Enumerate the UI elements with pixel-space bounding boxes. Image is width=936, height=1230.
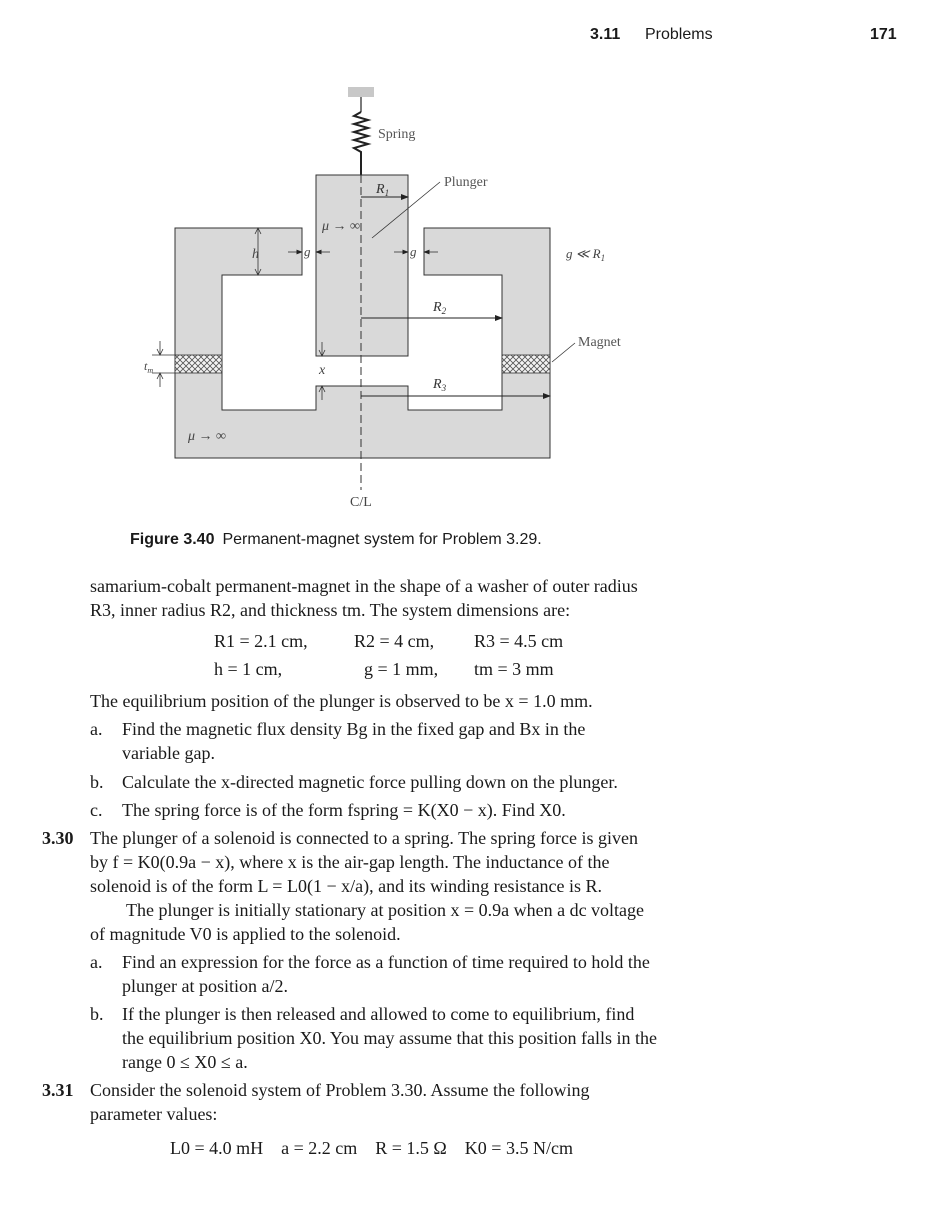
p330-line-4: The plunger is initially stationary at position x = 0.9a when a dc voltage — [126, 900, 645, 920]
part-a-line-1: Find the magnetic flux density Bg in the fixed gap and Bx in the — [122, 719, 586, 739]
eq-r1: R1 = 2.1 cm, — [214, 631, 308, 651]
spring-label: Spring — [378, 127, 416, 142]
r3-label: $R_3$ — [433, 377, 447, 393]
p330-line-2: by f = K0(0.9a − x), where x is the air-gap length. The inductance of the — [90, 852, 610, 872]
part-a-line-2: variable gap. — [122, 743, 215, 763]
page-number: 171 — [870, 26, 897, 43]
magnet-label: Magnet — [578, 335, 621, 350]
eq-g: g = 1 mm, — [364, 659, 439, 679]
r1-label: $R_1$ — [376, 182, 390, 198]
p331-line-2: parameter values: — [90, 1104, 218, 1124]
problem-3-30-number: 3.30 — [42, 828, 74, 848]
eq-h: h = 1 cm, — [214, 659, 283, 679]
mu-top-label: μ → ∞ — [322, 219, 361, 234]
p331-line-1: Consider the solenoid system of Problem 3.30. Assume the following — [90, 1080, 590, 1100]
figure-number: Figure 3.40 — [130, 531, 215, 548]
p330-a-line-1: Find an expression for the force as a function of time required to hold the — [122, 952, 650, 972]
eq-r3: R3 = 4.5 cm — [474, 631, 564, 651]
x-label: x — [319, 363, 326, 378]
tm-label: $t_m$ — [144, 359, 154, 375]
centerline-label: C/L — [350, 495, 372, 510]
mu-bottom-label: μ → ∞ — [188, 429, 227, 444]
intro-line-1: samarium-cobalt permanent-magnet in the shape of a washer of outer radius — [90, 576, 638, 596]
g-right-label: g — [410, 244, 417, 259]
h-label: h — [252, 247, 259, 262]
intro-line-2: R3, inner radius R2, and thickness tm. The system dimensions are: — [90, 600, 571, 620]
problem-3-31-number: 3.31 — [42, 1080, 74, 1100]
part-b-label: b. — [90, 772, 104, 792]
magnet-right — [502, 355, 550, 373]
p330-b-line-3: range 0 ≤ X0 ≤ a. — [122, 1052, 248, 1072]
p330-b-line-2: the equilibrium position X0. You may assume that this position falls in the — [122, 1028, 657, 1048]
plunger — [316, 175, 408, 356]
eq-r2: R2 = 4 cm, — [354, 631, 435, 651]
section-number: 3.11 — [590, 26, 621, 43]
r2-label: $R_2$ — [433, 300, 447, 316]
permanent-magnet-figure — [140, 82, 650, 522]
eq-tm: tm = 3 mm — [474, 659, 554, 679]
p330-b-line-1: If the plunger is then released and allowed to come to equilibrium, find — [122, 1004, 635, 1024]
g-ll-r1-label: g ≪ $R_1$ — [566, 246, 606, 263]
g-left-label: g — [304, 244, 311, 259]
figure-caption — [130, 531, 542, 549]
part-c-line-1: The spring force is of the form fspring = K(X0 − x). Find X0. — [122, 800, 566, 820]
section-name: Problems — [645, 26, 713, 43]
part-c-label: c. — [90, 800, 103, 820]
figure-caption-text: Permanent-magnet system for Problem 3.29. — [222, 531, 542, 548]
p330-line-1: The plunger of a solenoid is connected to a spring. The spring force is given — [90, 828, 639, 848]
p330-a-label: a. — [90, 952, 103, 972]
p330-line-3: solenoid is of the form L = L0(1 − x/a), and its winding resistance is R. — [90, 876, 603, 896]
magnet-left — [175, 355, 222, 373]
spring-mount — [348, 87, 374, 97]
p330-line-5: of magnitude V0 is applied to the solenoid. — [90, 924, 401, 944]
p330-b-label: b. — [90, 1004, 104, 1024]
magnet-leader — [552, 343, 575, 362]
tm-dimension — [152, 341, 175, 387]
plunger-label: Plunger — [444, 175, 488, 190]
part-a-label: a. — [90, 719, 103, 739]
equilibrium-text: The equilibrium position of the plunger is observed to be x = 1.0 mm. — [90, 691, 593, 711]
p331-parameters: L0 = 4.0 mH a = 2.2 cm R = 1.5 Ω K0 = 3.5 N/cm — [170, 1138, 573, 1158]
p330-a-line-2: plunger at position a/2. — [122, 976, 288, 996]
spring-coil — [354, 112, 368, 175]
part-b-line-1: Calculate the x-directed magnetic force pulling down on the plunger. — [122, 772, 618, 792]
